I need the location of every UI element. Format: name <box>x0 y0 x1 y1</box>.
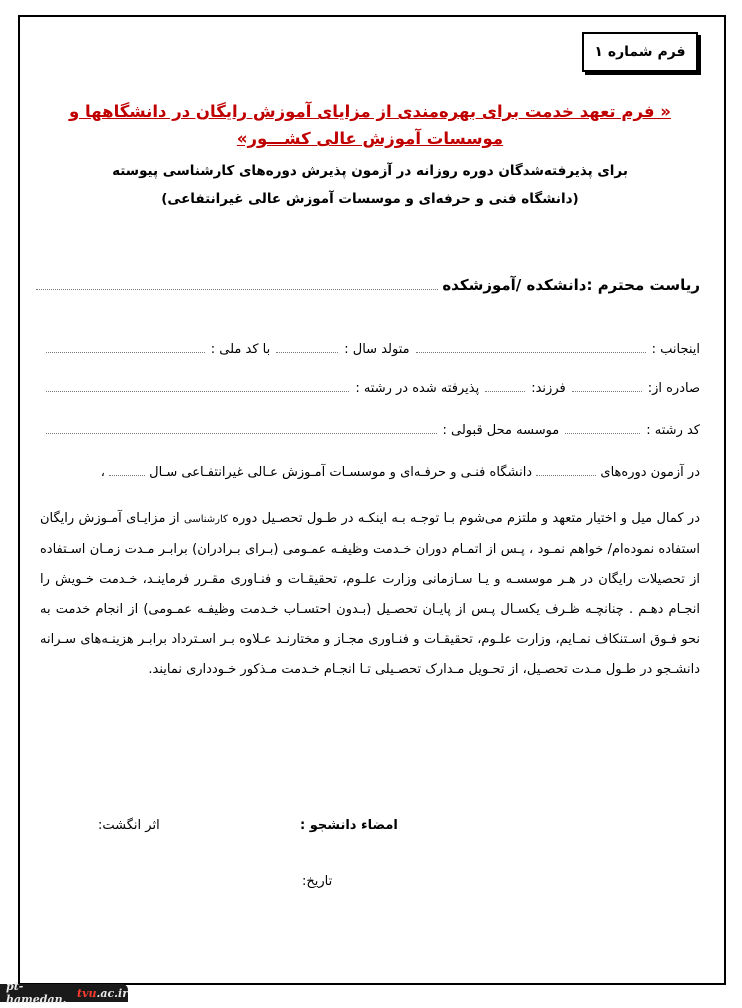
form-title: « فرم تعهد خدمت برای بهره‌مندی از مزایای آموزش رایگان در دانشگاهها و موسسات آموزش عالی کشـــور» <box>69 102 671 148</box>
fingerprint <box>98 818 160 833</box>
year-blank[interactable] <box>109 466 145 476</box>
commitment-text-rest: از مزایـای آمـوزش رایگان استفاده نموده‌ام/ خواهم نمـود ، پـس از اتمـام دوران خـدمت وظیفـه عمـومی (بـرای بـرادران) برابـر مـدت زمـان اسـتفاده از تحصیلات رایگان در هـر موسسـه و یـا سـازمانی وزارت علـوم، تحقیقـات و فنـاوری مقـرر فرماینـد، خـدمت خـویش را انجـام دهـم . چنانچـه ظـرف یکسـال پـس از پایـان تحصـیل (بـدون احتسـاب خـدمت وظیفـه عمـومی) از انجام خدمت به نحو فـوق اسـتنکاف نمـایم، وزارت علـوم، تحقیقـات و فنـاوری مجـاز و مختارنـد عـلاوه بـر اسـترداد برابـر هزینـه‌های سـرانه دانشـجو در طـول مـدت تحصـیل، از تحـویل مـدارک تحصـیلی تـا انجـام خـدمت مـذکور خـودداری نمایند. <box>40 511 700 677</box>
field-row-3 <box>40 423 700 438</box>
subtitle-line-2: (دانشگاه فنی و حرفه‌ای و موسسات آموزش عالی غیرانتفاعی) <box>161 191 579 207</box>
institution-blank[interactable] <box>46 424 437 434</box>
form-number-box: فرم شماره ۱ <box>582 32 698 72</box>
commitment-paragraph <box>40 504 700 685</box>
field-row-2 <box>40 381 700 396</box>
issued-from-label: صادره از: <box>647 381 700 396</box>
degree-level: کارشناسی <box>184 514 228 525</box>
form-subtitle <box>40 157 700 213</box>
national-id-label: با کد ملی : <box>210 342 271 357</box>
salutation-line <box>36 276 700 294</box>
child-of-blank[interactable] <box>485 382 525 392</box>
subtitle-line-1: برای پذیرفته‌شدگان دوره روزانه در آزمون پذیرش دوره‌های کارشناسی پیوسته <box>112 163 628 179</box>
field-code-blank[interactable] <box>565 424 640 434</box>
exam-period-blank[interactable] <box>536 466 596 476</box>
exam-period-label: در آزمون دوره‌های <box>600 465 700 480</box>
admitted-field-label: پذیرفته شده در رشته : <box>355 381 480 396</box>
field-row-1 <box>40 342 700 357</box>
watermark-url <box>0 980 128 1006</box>
fingerprint-label: اثر انگشت: <box>98 818 160 833</box>
field-code-label: کد رشته : <box>646 423 700 438</box>
name-label: اینجانب : <box>651 342 700 357</box>
student-signature <box>300 818 398 833</box>
national-id-blank[interactable] <box>46 343 205 353</box>
date <box>302 874 332 889</box>
salutation-text: ریاست محترم :دانشکده /آموزشکده <box>442 276 700 294</box>
comma: ، <box>100 465 105 480</box>
commitment-text-line-1 <box>40 458 700 488</box>
url-prefix: pt-hamedan. <box>6 980 67 1006</box>
birth-year-blank[interactable] <box>276 343 338 353</box>
date-label: تاریخ: <box>302 874 333 889</box>
institution-label: موسسه محل قبولی : <box>442 423 560 438</box>
url-suffix: .ac.ir <box>96 986 128 1000</box>
commitment-text-start: در کمال میل و اختیار متعهد و ملتزم می‌شوم بـا توجـه بـه اینکـه در طـول تحصـیل دوره <box>232 511 700 526</box>
student-signature-label: امضاء دانشجو : <box>300 818 398 833</box>
university-year-text: دانشگاه فنـی و حرفـه‌ای و موسسـات آمـوزش عـالی غیرانتفـاعی سـال <box>149 465 533 480</box>
issued-from-blank[interactable] <box>572 382 642 392</box>
salutation-blank[interactable] <box>36 278 438 290</box>
admitted-field-blank[interactable] <box>46 382 349 392</box>
birth-year-label: متولد سال : <box>344 342 410 357</box>
name-blank[interactable] <box>416 343 646 353</box>
child-of-label: فرزند: <box>531 381 566 396</box>
url-accent: tvu <box>77 986 97 1000</box>
